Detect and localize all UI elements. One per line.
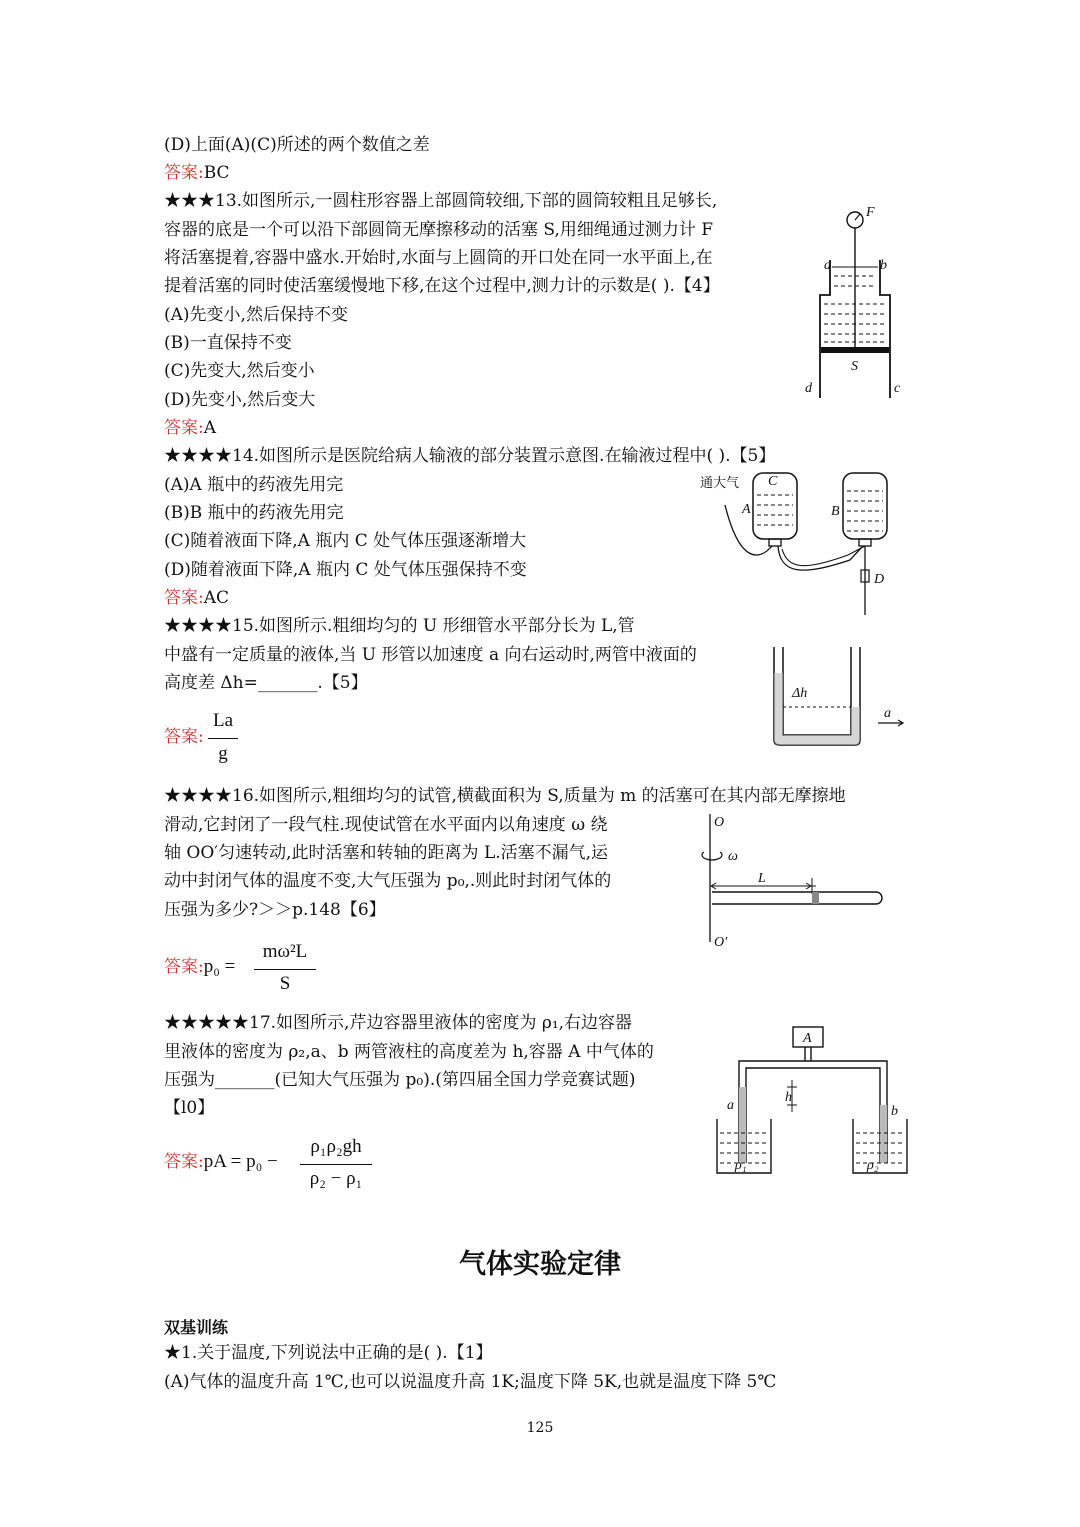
label-atmosphere: 通大气 <box>700 476 740 491</box>
answer-label: 答案: <box>164 163 204 183</box>
q16-stem-line-4: 动中封闭气体的温度不变,大气压强为 p₀,.则此时封闭气体的 <box>164 871 612 891</box>
q16-stem-line-5: 压强为多少?＞＞p.148【6】 <box>164 900 386 920</box>
q14-option-c: (C)随着液面下降,A 瓶内 C 处气体压强逐渐增大 <box>164 531 527 551</box>
answer-label: 答案: <box>164 418 204 438</box>
label-acceleration: a <box>884 706 891 721</box>
fraction-numerator: mω²L <box>262 941 308 962</box>
piston <box>812 892 819 904</box>
q17-stem-line-1: ★★★★★17.如图所示,芹边容器里液体的密度为 ρ₁,右边容器 <box>164 1013 633 1033</box>
label-omega: ω <box>728 849 738 864</box>
fraction-denominator: S <box>279 973 291 994</box>
q1-option-a: (A)气体的温度升高 1℃,也可以说温度升高 1K;温度下降 5K,也就是温度下降 5℃ <box>164 1372 777 1392</box>
label-C: C <box>768 474 778 489</box>
q12-answer <box>164 163 230 183</box>
q17-stem-line-4: 【l0】 <box>164 1098 215 1118</box>
subsection-heading: 双基训练 <box>164 1318 229 1337</box>
q16-stem-line-2: 滑动,它封闭了一段气柱.现使试管在水平面内以角速度 ω 绕 <box>164 815 608 835</box>
q12-option-d: (D)上面(A)(C)所述的两个数值之差 <box>164 135 430 155</box>
q17-stem-line-3: 压强为_______(已知大气压强为 p₀).(第四届全国力学竞赛试题) <box>164 1070 636 1090</box>
answer-label: 答案: <box>164 1152 204 1172</box>
section-title: 气体实验定律 <box>459 1249 621 1280</box>
q17-lhs: pA = p₀ − <box>203 1151 278 1172</box>
label-A: A <box>803 1031 812 1046</box>
q15-answer-label: 答案: <box>164 727 204 747</box>
label-L: L <box>758 871 766 886</box>
q15-stem-line-3: 高度差 Δh=_______.【5】 <box>164 673 368 693</box>
figure-14-infusion-bottles <box>700 465 900 625</box>
page-number: 125 <box>526 1420 554 1436</box>
fraction-numerator: La <box>212 710 234 731</box>
q13-option-c: (C)先变大,然后变小 <box>164 361 315 381</box>
figure-17-pressure-containers <box>715 1025 910 1175</box>
label-B: B <box>831 504 840 519</box>
fraction-bar <box>208 738 238 739</box>
label-F: F <box>866 205 875 220</box>
fraction-numerator: ρ₁ρ₂gh <box>310 1136 362 1157</box>
label-a: a <box>727 1098 734 1113</box>
label-b: b <box>891 1104 898 1119</box>
q14-option-b: (B)B 瓶中的药液先用完 <box>164 503 344 523</box>
label-O-prime: O′ <box>714 935 728 950</box>
label-delta-h: Δh <box>792 686 808 701</box>
q14-stem: ★★★★14.如图所示是医院给病人输液的部分装置示意图.在输液过程中( ).【5】 <box>164 446 776 466</box>
answer-value: A <box>203 418 217 438</box>
label-O: O <box>714 815 725 830</box>
q13-stem-line-1: ★★★13.如图所示,一圆柱形容器上部圆筒较细,下部的圆筒较粗且足够长, <box>164 191 718 211</box>
label-d: d <box>805 381 812 396</box>
label-S: S <box>851 359 858 374</box>
answer-label: 答案: <box>164 957 204 977</box>
q1-stem: ★1.关于温度,下列说法中正确的是( ).【1】 <box>164 1343 493 1363</box>
answer-value: AC <box>203 588 230 608</box>
q14-option-d: (D)随着液面下降,A 瓶内 C 处气体压强保持不变 <box>164 560 527 580</box>
label-D: D <box>874 572 885 587</box>
q17-stem-line-2: 里液体的密度为 ρ₂,a、b 两管液柱的高度差为 h,容器 A 中气体的 <box>164 1042 654 1062</box>
q13-stem-line-3: 将活塞提着,容器中盛水.开始时,水面与上圆筒的开口处在同一水平面上,在 <box>164 248 713 268</box>
q17-answer <box>164 1152 278 1172</box>
figure-16-rotating-tube <box>700 812 890 952</box>
q16-stem-line-1: ★★★★16.如图所示,粗细均匀的试管,横截面积为 S,质量为 m 的活塞可在其内部无摩擦地 <box>164 786 846 806</box>
label-rho1: ρ₁ <box>735 1158 747 1173</box>
q16-answer <box>164 957 235 977</box>
piston <box>821 347 889 353</box>
q13-stem-line-2: 容器的底是一个可以沿下部圆筒无摩擦移动的活塞 S,用细绳通过测力计 F <box>164 220 714 240</box>
q16-stem-line-3: 轴 OO′匀速转动,此时活塞和转轴的距离为 L.活塞不漏气,运 <box>164 843 609 863</box>
answer-value: BC <box>203 163 230 183</box>
fraction-bar <box>254 969 316 970</box>
q16-lhs: p₀ = <box>203 956 236 977</box>
answer-label: 答案: <box>164 588 204 608</box>
q13-stem-line-4: 提着活塞的同时使活塞缓慢地下移,在这个过程中,测力计的示数是( ).【4】 <box>164 276 720 296</box>
label-A: A <box>742 502 751 517</box>
label-b: b <box>880 258 887 273</box>
label-h: h <box>785 1090 792 1105</box>
q13-answer <box>164 418 216 438</box>
label-a: a <box>824 258 831 273</box>
fraction-denominator: g <box>218 743 228 764</box>
q13-option-b: (B)一直保持不变 <box>164 333 292 353</box>
q14-option-a: (A)A 瓶中的药液先用完 <box>164 475 344 495</box>
fraction-bar <box>300 1164 372 1165</box>
q13-option-a: (A)先变小,然后保持不变 <box>164 305 348 325</box>
label-rho2: ρ₂ <box>867 1158 879 1173</box>
q14-answer <box>164 588 229 608</box>
figure-13-container-piston <box>800 200 910 400</box>
q15-stem-line-1: ★★★★15.如图所示.粗细均匀的 U 形细管水平部分长为 L,管 <box>164 616 635 636</box>
q15-stem-line-2: 中盛有一定质量的液体,当 U 形管以加速度 a 向右运动时,两管中液面的 <box>164 645 697 665</box>
fraction-denominator: ρ₂ − ρ₁ <box>309 1168 363 1189</box>
q13-option-d: (D)先变小,然后变大 <box>164 390 316 410</box>
label-c: c <box>894 381 901 396</box>
figure-15-u-tube <box>770 645 910 755</box>
